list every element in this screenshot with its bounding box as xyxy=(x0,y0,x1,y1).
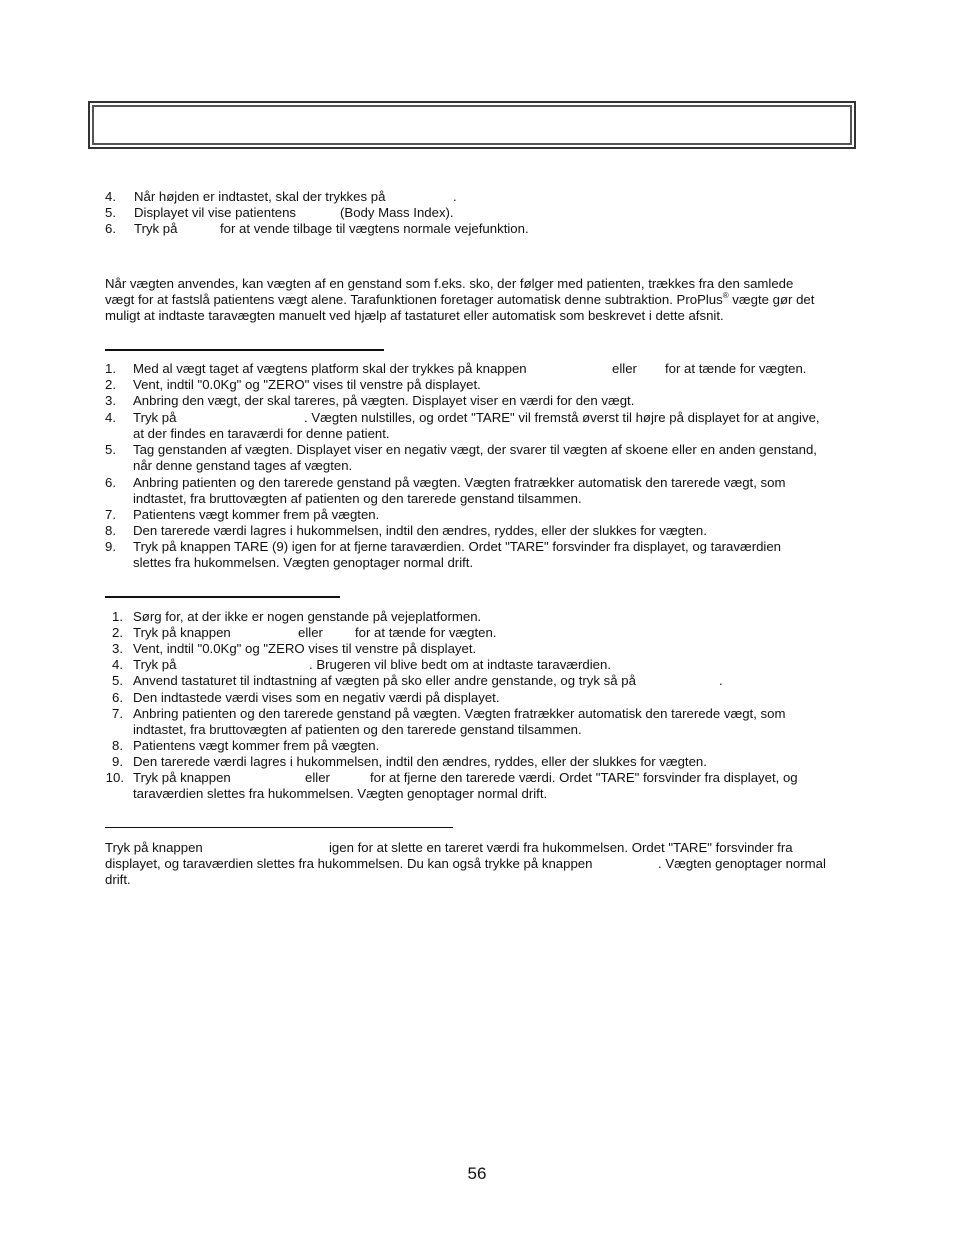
list-item-text: Tryk på knappen xyxy=(133,770,231,785)
page-number: 56 xyxy=(467,1164,487,1183)
list-item-text: eller xyxy=(305,770,330,785)
list-item-text: . Vægten nulstilles, og ordet "TARE" vil fremstå øverst til højre på displayet for at angive, xyxy=(304,410,820,425)
list-item-text: (Body Mass Index). xyxy=(340,205,454,220)
list-item-text: Tryk på xyxy=(133,410,177,425)
paragraph-text: . Vægten genoptager normal xyxy=(658,856,826,871)
list-item-text: for at vende tilbage til vægtens normale vejefunktion. xyxy=(220,221,529,236)
paragraph-text: igen for at slette en tareret værdi fra hukommelsen. Ordet "TARE" forsvinder fra xyxy=(329,840,793,855)
list-item-text: . xyxy=(719,673,723,688)
list-number: 8. xyxy=(112,738,123,753)
list-item-text: for at tænde for vægten. xyxy=(665,361,807,376)
list-number: 2. xyxy=(112,625,123,640)
list-number: 1. xyxy=(112,609,123,624)
list-item-text: for at fjerne den tarerede værdi. Ordet "TARE" forsvinder fra displayet, og xyxy=(370,770,798,785)
list-number: 5. xyxy=(112,673,123,688)
list-item-text: Med al vægt taget af vægtens platform skal der trykkes på knappen xyxy=(133,361,527,376)
list-item-text: Den indtastede værdi vises som en negativ værdi på displayet. xyxy=(133,690,500,705)
list-number: 5. xyxy=(105,205,116,220)
list-number: 8. xyxy=(105,523,116,538)
list-item-text: når denne genstand tages af vægten. xyxy=(133,458,353,473)
list-item-text: indtastet, fra bruttovægten af patienten og den tarerede genstand tilsammen. xyxy=(133,491,582,506)
list-item-text: slettes fra hukommelsen. Vægten genoptager normal drift. xyxy=(133,555,474,570)
list-item-text: Anbring patienten og den tarerede genstand på vægten. Vægten fratrækker automatisk den tarerede vægt, som xyxy=(133,475,786,490)
list-item-text: eller xyxy=(612,361,637,376)
list-number: 1. xyxy=(105,361,116,376)
list-item-text: eller xyxy=(298,625,323,640)
list-item-text: Anbring patienten og den tarerede genstand på vægten. Vægten fratrækker automatisk den tarerede vægt, som xyxy=(133,706,786,721)
paragraph-text: Tryk på knappen xyxy=(105,840,203,855)
list-item-text: for at tænde for vægten. xyxy=(355,625,497,640)
list-item-text: Patientens vægt kommer frem på vægten. xyxy=(133,507,380,522)
list-item-text: taraværdien slettes fra hukommelsen. Vægten genoptager normal drift. xyxy=(133,786,548,801)
list-number: 6. xyxy=(105,221,116,236)
list-number: 10. xyxy=(105,770,124,785)
registered-mark: ® xyxy=(722,291,729,300)
list-item-text: Patientens vægt kommer frem på vægten. xyxy=(133,738,380,753)
paragraph-text: displayet, og taraværdien slettes fra hukommelsen. Du kan også trykke på knappen xyxy=(105,856,593,871)
list-number: 7. xyxy=(105,507,116,522)
list-item-text: Vent, indtil "0.0Kg" og "ZERO vises til venstre på displayet. xyxy=(133,641,477,656)
paragraph-text: vægt for at fastslå patientens vægt alene. Tarafunktionen foretager automatisk denne subtraktion. ProPlus xyxy=(105,292,723,307)
list-item-text: Tryk på knappen TARE (9) igen for at fjerne taraværdien. Ordet "TARE" forsvinder fra displayet, og taraværdien xyxy=(133,539,782,554)
list-number: 4. xyxy=(105,410,116,425)
list-item-text: Når højden er indtastet, skal der trykkes på xyxy=(134,189,386,204)
list-item-text: . xyxy=(453,189,457,204)
list-number: 4. xyxy=(112,657,123,672)
list-number: 3. xyxy=(112,641,123,656)
list-number: 6. xyxy=(112,690,123,705)
list-item-text: Tryk på knappen xyxy=(133,625,231,640)
paragraph-line xyxy=(105,292,814,308)
list-number: 6. xyxy=(105,475,116,490)
list-number: 2. xyxy=(105,377,116,392)
paragraph-line: Når vægten anvendes, kan vægten af en genstand som f.eks. sko, der følger med patienten, trækkes fra den samlede xyxy=(105,276,794,291)
title-box xyxy=(88,101,856,149)
section-heading-rule xyxy=(105,349,384,351)
list-item-text: Vent, indtil "0.0Kg" og "ZERO" vises til venstre på displayet. xyxy=(133,377,481,392)
list-number: 5. xyxy=(105,442,116,457)
list-item-text: Den tarerede værdi lagres i hukommelsen, indtil den ændres, ryddes, eller der slukkes for vægten. xyxy=(133,754,707,769)
section-heading-rule xyxy=(105,596,340,598)
list-item-text: at der findes en taraværdi for denne patient. xyxy=(133,426,390,441)
list-number: 7. xyxy=(112,706,123,721)
list-item-text: Tryk på xyxy=(134,221,178,236)
paragraph-line: muligt at indtaste taravægten manuelt ved hjælp af tastaturet eller automatisk som beskrevet i dette afsnit. xyxy=(105,308,724,323)
list-item-text: Tag genstanden af vægten. Displayet viser en negativ vægt, der svarer til vægten af skoene eller en anden genstand, xyxy=(133,442,817,457)
section-heading-rule xyxy=(105,827,453,828)
list-number: 9. xyxy=(112,754,123,769)
list-item-text: . Brugeren vil blive bedt om at indtaste taraværdien. xyxy=(309,657,612,672)
list-number: 4. xyxy=(105,189,116,204)
list-item-text: indtastet, fra bruttovægten af patienten og den tarerede genstand tilsammen. xyxy=(133,722,582,737)
list-item-text: Anbring den vægt, der skal tareres, på vægten. Displayet viser en værdi for den vægt. xyxy=(133,393,635,408)
list-number: 9. xyxy=(105,539,116,554)
paragraph-text: drift. xyxy=(105,872,131,887)
list-item-text: Sørg for, at der ikke er nogen genstande på vejeplatformen. xyxy=(133,609,482,624)
paragraph-text: vægte gør det xyxy=(728,292,815,307)
list-item-text: Tryk på xyxy=(133,657,177,672)
list-item-text: Den tarerede værdi lagres i hukommelsen, indtil den ændres, ryddes, eller der slukkes for vægten. xyxy=(133,523,707,538)
list-item-text: Anvend tastaturet til indtastning af vægten på sko eller andre genstande, og tryk så på xyxy=(133,673,636,688)
list-number: 3. xyxy=(105,393,116,408)
list-item-text: Displayet vil vise patientens xyxy=(134,205,296,220)
